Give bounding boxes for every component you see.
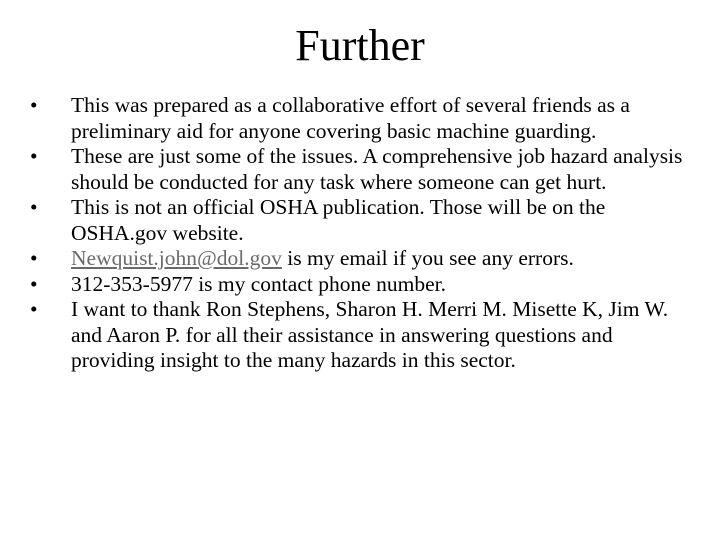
bullet-icon: • bbox=[30, 297, 38, 321]
bullet-icon: • bbox=[30, 271, 38, 296]
bullet-item-prepared bbox=[24, 93, 696, 144]
bullet-item-email bbox=[24, 246, 696, 272]
bullet-icon: • bbox=[30, 144, 38, 168]
bullet-item-phone bbox=[24, 272, 696, 298]
bullet-text: I want to thank Ron Stephens, Sharon H. Merri M. Misette K, Jim W. and Aaron P. for all their assistance in answering questions and providing insight to the many hazards in this sector. bbox=[71, 297, 669, 372]
bullet-text: This is not an official OSHA publication. Those will be on the OSHA.gov website. bbox=[71, 195, 606, 245]
bullet-item-issues bbox=[24, 144, 696, 195]
bullet-list bbox=[24, 93, 696, 374]
email-link[interactable]: Newquist.john@dol.gov bbox=[71, 246, 282, 270]
bullet-item-not-official bbox=[24, 195, 696, 246]
bullet-text: These are just some of the issues. A comprehensive job hazard analysis should be conducted for any task where someone can get hurt. bbox=[71, 144, 683, 194]
bullet-text: is my email if you see any errors. bbox=[281, 246, 574, 270]
bullet-icon: • bbox=[30, 195, 38, 219]
bullet-icon: • bbox=[30, 246, 38, 270]
bullet-item-thanks bbox=[24, 297, 696, 374]
bullet-text: 312-353-5977 is my contact phone number. bbox=[71, 271, 446, 296]
bullet-text: This was prepared as a collaborative effort of several friends as a preliminary aid for anyone covering basic machine guarding. bbox=[71, 93, 630, 143]
bullet-icon: • bbox=[30, 93, 38, 117]
slide-title: Further bbox=[295, 21, 425, 70]
